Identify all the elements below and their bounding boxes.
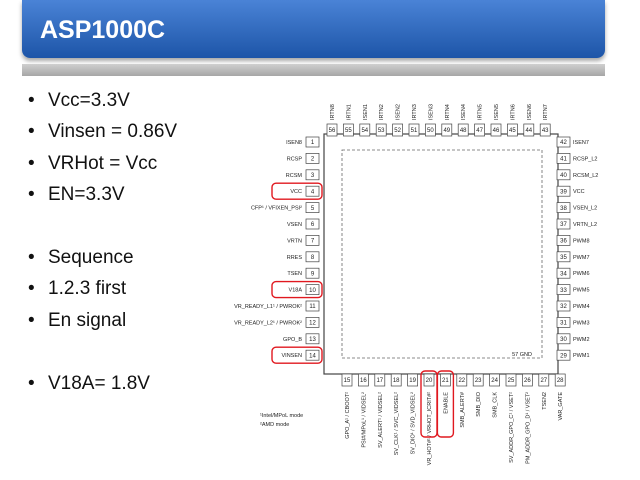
- right-pin-label: PWM1: [573, 353, 590, 360]
- top-pin-number: 45: [509, 128, 516, 134]
- bottom-pin-label: SMB_DIO: [476, 392, 483, 417]
- left-pin-number: 8: [310, 255, 315, 261]
- top-pin-number: 56: [328, 128, 336, 134]
- right-pin-label: PWM5: [573, 287, 590, 294]
- right-pin-number: 35: [560, 255, 567, 261]
- left-pin-number: 1: [310, 140, 315, 147]
- bottom-pin-number: 23: [474, 378, 482, 384]
- bottom-pin-label: SMB_ALERT#: [459, 392, 466, 428]
- bottom-pin-number: 19: [409, 378, 416, 384]
- bottom-pin-label: PSI#/MPoL¹ / VIDSEL²: [361, 392, 368, 448]
- left-pin-label: RCSM: [285, 172, 302, 179]
- bullet-item: • Vcc=3.3V: [28, 90, 130, 111]
- top-pin-label: IRTN8: [330, 104, 336, 120]
- bottom-pin-label: PM_ADDR_GPO_D¹ / VSET²: [525, 392, 532, 464]
- left-pin-label: ISEN8: [286, 140, 302, 146]
- right-pin-label: ISEN7: [573, 140, 589, 146]
- left-pin-number: 9: [310, 271, 315, 278]
- left-pin-number: 2: [310, 156, 315, 163]
- left-pin-number: 5: [310, 205, 315, 212]
- left-pin-number: 13: [309, 337, 316, 343]
- bottom-pin-number: 17: [376, 378, 384, 384]
- top-pin-number: 55: [345, 128, 352, 134]
- right-pin-label: RCSM_L2: [573, 172, 599, 179]
- right-pin-number: 41: [560, 156, 567, 163]
- bullet-item-empty: [28, 341, 177, 372]
- left-pin-number: 10: [309, 287, 316, 294]
- left-pin-number: 12: [309, 320, 316, 327]
- top-pin-label: ISEN4: [461, 104, 468, 120]
- right-pin-label: VSEN_L2: [573, 205, 598, 212]
- top-pin-number: 46: [492, 128, 500, 134]
- bullet-item: • 1.2.3 first: [28, 278, 127, 300]
- top-pin-label: IRTN2: [379, 104, 386, 120]
- bullet-item: • Sequence: [28, 246, 134, 268]
- top-pin-number: 49: [443, 128, 451, 134]
- left-pin-number: 14: [309, 353, 316, 360]
- right-pin-number: 36: [560, 238, 567, 245]
- title-underline: [22, 64, 605, 76]
- right-pin-number: 31: [560, 320, 567, 327]
- top-pin-number: 48: [459, 128, 467, 134]
- top-pin-label: IRTN7: [543, 104, 550, 120]
- right-pin-label: VCC: [573, 189, 585, 196]
- footnote: ¹Intel/MPoL mode: [260, 413, 304, 419]
- right-pin-number: 42: [560, 140, 567, 147]
- right-pin-label: PWM6: [573, 271, 590, 278]
- bottom-pin-number: 27: [540, 378, 548, 384]
- top-pin-number: 51: [410, 128, 418, 134]
- top-pin-label: ISEN6: [526, 104, 533, 120]
- left-pin-label: GPO_B: [283, 336, 302, 343]
- bottom-pin-label: VAR_GATE: [558, 392, 565, 421]
- bullet-item: • V18A= 1.8V: [28, 372, 150, 394]
- bottom-pin-label: ENABLE: [443, 392, 450, 414]
- bottom-pin-label: SV_ADDR_GPO_C¹ / VSET²: [509, 392, 515, 463]
- bottom-pin-number: 26: [524, 378, 531, 384]
- bullet-item: • VRHot = Vcc: [28, 152, 158, 174]
- bottom-pin-label: VR_HOT#¹ / VRHOT_ICRIT#²: [427, 392, 433, 466]
- right-pin-number: 37: [560, 222, 567, 229]
- chip-pinout-diagram: [234, 98, 599, 466]
- bottom-pin-number: 18: [392, 378, 400, 384]
- bottom-pin-label: SV_DIO¹ / SVD_VIDSEL²: [410, 392, 417, 455]
- left-pin-label: TSEN: [287, 271, 302, 278]
- top-pin-label: IRTN1: [346, 104, 353, 120]
- right-pin-label: PWM4: [573, 304, 590, 310]
- bottom-pin-number: 16: [360, 378, 367, 384]
- right-pin-label: VRTN_L2: [573, 222, 598, 228]
- bullet-item-empty: [28, 216, 177, 247]
- left-pin-label: V18A: [288, 287, 302, 294]
- bottom-pin-number: 28: [556, 378, 564, 384]
- top-pin-label: IRTN3: [412, 104, 418, 120]
- top-pin-label: IRTN5: [477, 104, 484, 120]
- top-pin-label: ISEN1: [362, 104, 369, 120]
- bullet-list: [28, 90, 177, 404]
- bullet-item: • En signal: [28, 309, 127, 331]
- left-pin-number: 3: [310, 173, 315, 179]
- left-pin-label: VCC: [290, 189, 302, 196]
- bottom-pin-label: SV_CLK¹ / SVC_VIDSEL²: [394, 392, 401, 456]
- top-pin-number: 47: [476, 128, 483, 134]
- left-pin-label: VSEN: [287, 222, 302, 228]
- left-pin-number: 11: [309, 304, 316, 311]
- left-pin-number: 4: [310, 189, 315, 196]
- right-pin-number: 38: [560, 205, 567, 212]
- right-pin-number: 32: [560, 304, 567, 311]
- bottom-pin-number: 24: [491, 378, 498, 384]
- bottom-pin-number: 25: [507, 378, 515, 384]
- left-pin-number: 6: [310, 222, 315, 229]
- bottom-pin-number: 21: [442, 378, 449, 384]
- right-pin-number: 34: [560, 271, 567, 278]
- top-pin-number: 53: [377, 128, 385, 134]
- bottom-pin-label: TSEN2: [541, 392, 548, 410]
- right-pin-number: 39: [560, 189, 567, 196]
- top-pin-label: IRTN6: [510, 104, 517, 120]
- right-pin-label: RCSP_L2: [573, 156, 598, 163]
- bottom-pin-number: 22: [458, 378, 466, 384]
- footnote: ²AMD mode: [260, 422, 290, 428]
- right-pin-label: PWM2: [573, 336, 590, 343]
- right-pin-label: PWM8: [573, 238, 590, 245]
- right-pin-number: 33: [560, 287, 567, 294]
- bottom-pin-label: SV_ALERT¹ / VIDSEL²: [377, 392, 384, 448]
- right-pin-number: 30: [560, 337, 567, 343]
- top-pin-number: 43: [541, 128, 549, 134]
- left-pin-label: VRTN: [287, 238, 302, 245]
- top-pin-label: ISEN5: [494, 104, 500, 120]
- bullet-item: • EN=3.3V: [28, 184, 125, 206]
- top-pin-number: 54: [361, 128, 369, 134]
- right-pin-label: PWM3: [573, 320, 590, 327]
- right-pin-label: PWM7: [573, 254, 590, 261]
- right-pin-number: 40: [560, 173, 567, 179]
- top-pin-number: 44: [525, 128, 533, 134]
- top-pin-label: ISEN2: [395, 104, 402, 120]
- top-pin-label: IRTN4: [444, 104, 451, 120]
- bottom-pin-number: 15: [343, 378, 351, 384]
- top-pin-label: ISEN3: [428, 104, 435, 120]
- bottom-pin-label: SMB_CLK: [492, 392, 499, 418]
- chip-body: [324, 134, 558, 374]
- slide-title: ASP1000C: [40, 16, 166, 44]
- top-pin-number: 50: [427, 128, 434, 134]
- left-pin-label: RCSP: [286, 156, 302, 163]
- right-pin-number: 29: [560, 353, 567, 360]
- left-pin-label: VINSEN: [281, 353, 302, 360]
- bottom-pin-label: GPO_A¹ / CBOOT²: [345, 392, 351, 439]
- left-pin-label: VR_READY_L2¹ / PWROK²: [234, 320, 302, 327]
- left-pin-label: RRES: [286, 254, 302, 261]
- bottom-pin-number: 20: [425, 378, 433, 384]
- left-pin-label: VR_READY_L1¹ / PWROK²: [234, 304, 302, 310]
- center-gnd-label: 57 GND: [512, 352, 532, 358]
- top-pin-number: 52: [394, 128, 401, 134]
- bullet-item: • Vinsen = 0.86V: [28, 121, 178, 143]
- left-pin-label: CFP¹ / VFIXEN_PSI²: [250, 205, 302, 212]
- left-pin-number: 7: [310, 238, 315, 245]
